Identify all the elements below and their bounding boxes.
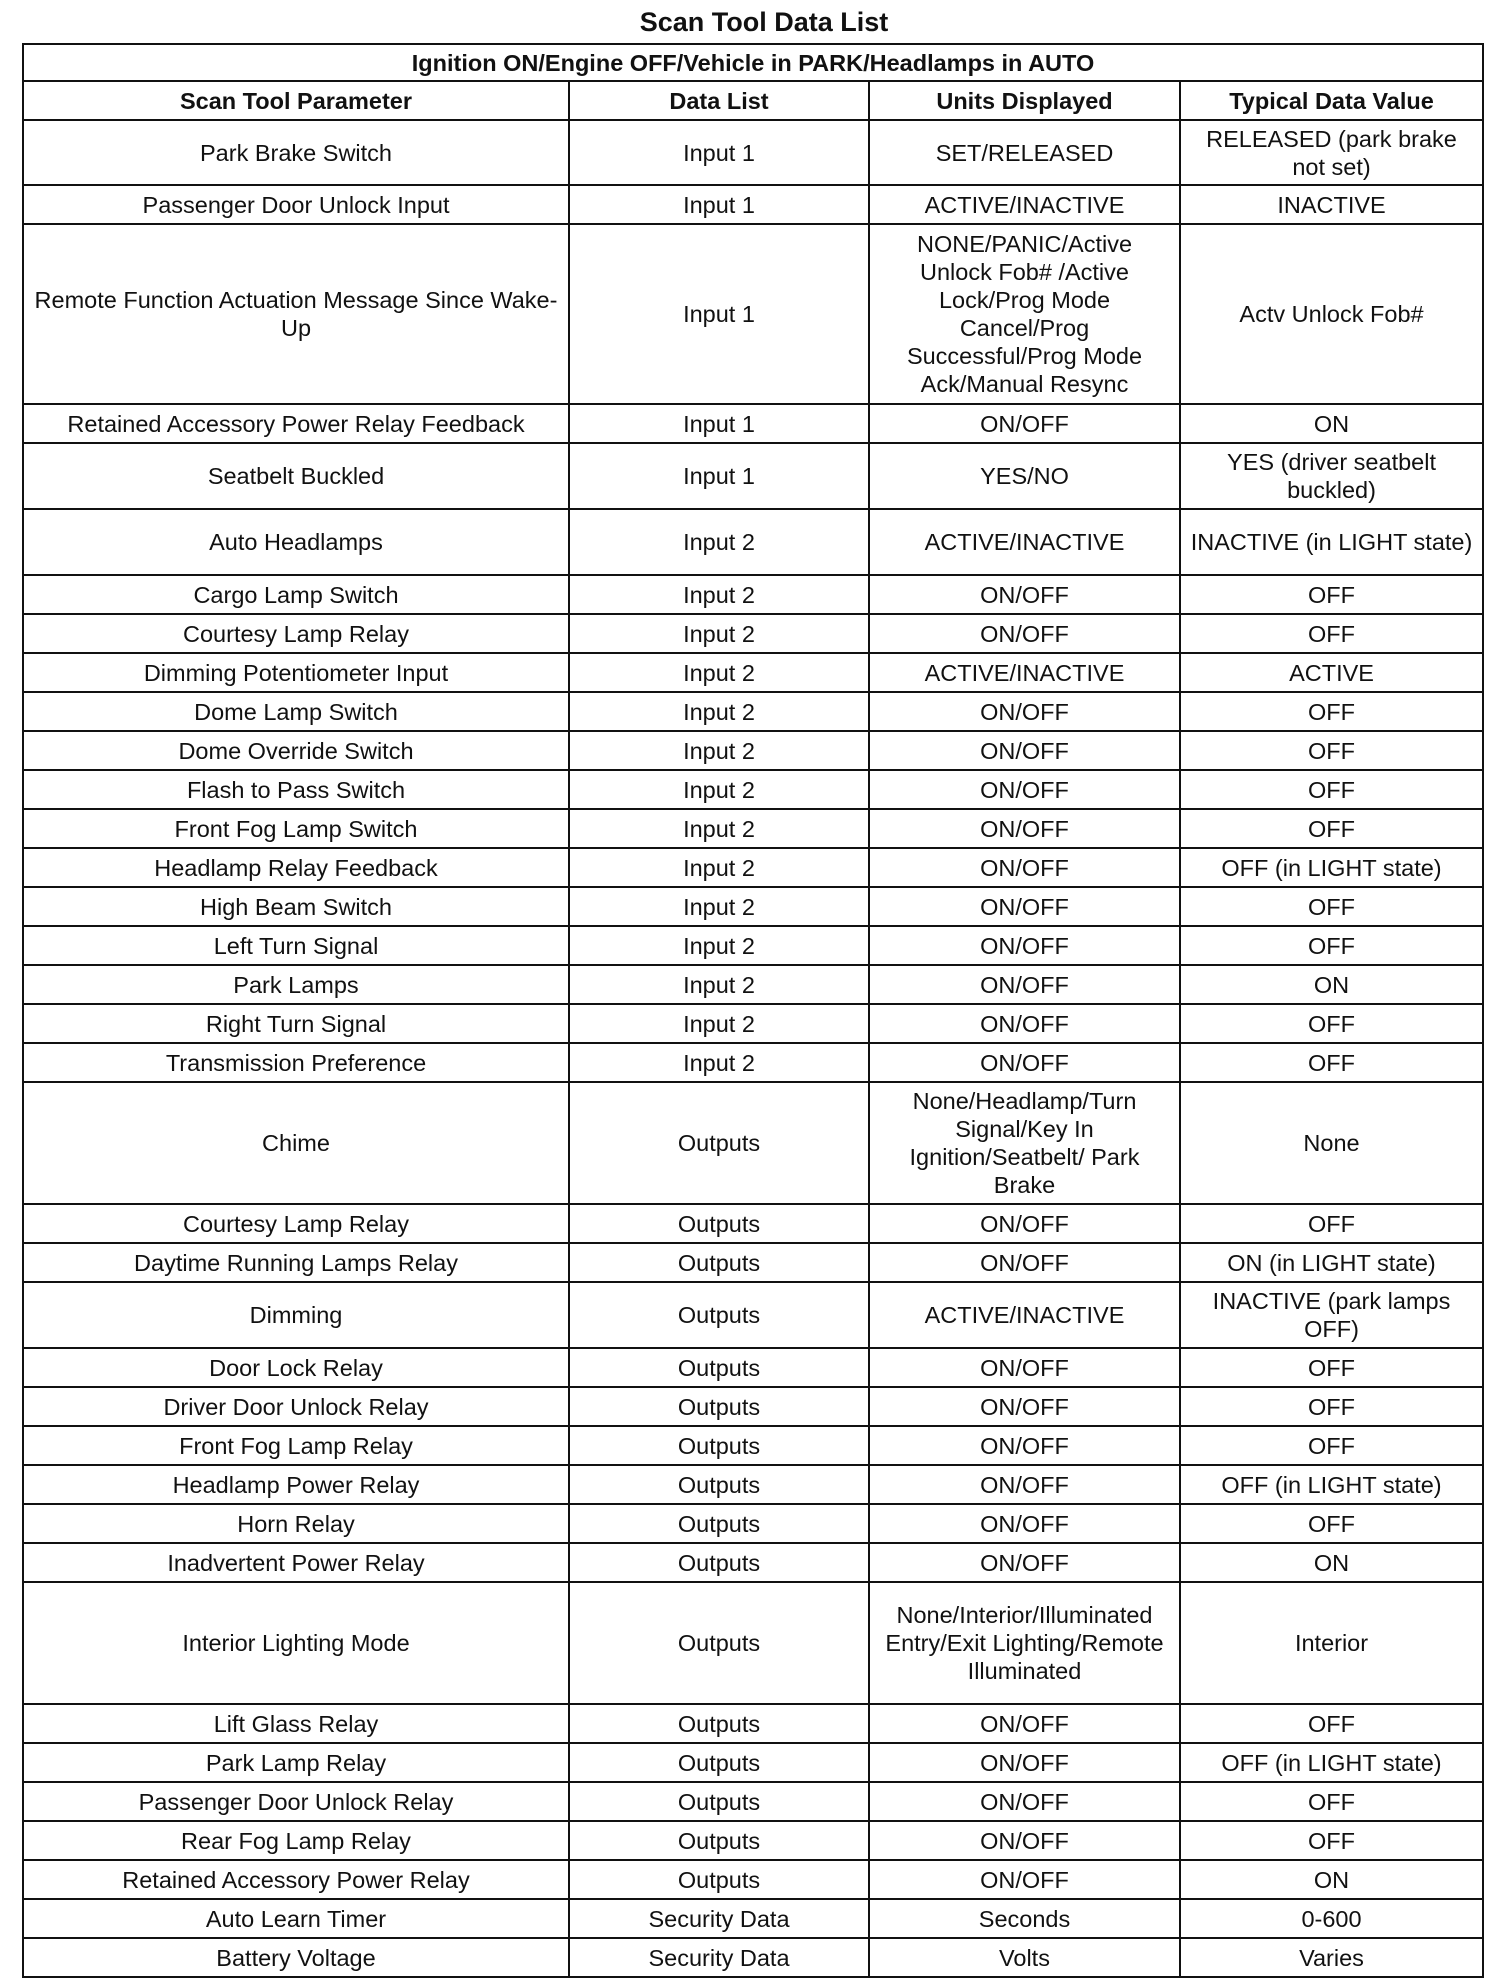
condition-banner: Ignition ON/Engine OFF/Vehicle in PARK/Headlamps in AUTO <box>23 44 1483 81</box>
cell-typical-data-value: RELEASED (park brake not set) <box>1180 120 1483 185</box>
cell-scan-tool-parameter: Front Fog Lamp Switch <box>23 809 569 848</box>
cell-scan-tool-parameter: Chime <box>23 1082 569 1204</box>
table-row <box>23 848 1483 887</box>
header-typical-data-value: Typical Data Value <box>1180 81 1483 120</box>
cell-units-displayed: ACTIVE/INACTIVE <box>869 185 1180 224</box>
cell-data-list: Input 1 <box>569 224 869 404</box>
cell-scan-tool-parameter: Front Fog Lamp Relay <box>23 1426 569 1465</box>
cell-data-list: Input 2 <box>569 965 869 1004</box>
table-row <box>23 1860 1483 1899</box>
cell-units-displayed: Volts <box>869 1938 1180 1977</box>
table-row <box>23 120 1483 185</box>
cell-units-displayed: ON/OFF <box>869 1043 1180 1082</box>
cell-units-displayed: YES/NO <box>869 443 1180 509</box>
cell-scan-tool-parameter: Rear Fog Lamp Relay <box>23 1821 569 1860</box>
cell-data-list: Input 2 <box>569 887 869 926</box>
table-row <box>23 509 1483 575</box>
cell-units-displayed: ON/OFF <box>869 926 1180 965</box>
cell-units-displayed: ON/OFF <box>869 1704 1180 1743</box>
cell-units-displayed: Seconds <box>869 1899 1180 1938</box>
cell-units-displayed: ON/OFF <box>869 809 1180 848</box>
cell-units-displayed: ON/OFF <box>869 887 1180 926</box>
cell-data-list: Input 2 <box>569 509 869 575</box>
table-row <box>23 1204 1483 1243</box>
cell-scan-tool-parameter: Interior Lighting Mode <box>23 1582 569 1704</box>
cell-scan-tool-parameter: Courtesy Lamp Relay <box>23 1204 569 1243</box>
cell-units-displayed: ON/OFF <box>869 575 1180 614</box>
cell-units-displayed: ON/OFF <box>869 1348 1180 1387</box>
cell-typical-data-value: OFF <box>1180 1782 1483 1821</box>
cell-typical-data-value: OFF <box>1180 1821 1483 1860</box>
cell-data-list: Input 1 <box>569 120 869 185</box>
cell-typical-data-value: ON <box>1180 1543 1483 1582</box>
cell-data-list: Outputs <box>569 1243 869 1282</box>
cell-typical-data-value: OFF <box>1180 614 1483 653</box>
cell-typical-data-value: OFF <box>1180 1348 1483 1387</box>
cell-units-displayed: ACTIVE/INACTIVE <box>869 509 1180 575</box>
table-row <box>23 1387 1483 1426</box>
table-row <box>23 185 1483 224</box>
table-row <box>23 731 1483 770</box>
cell-typical-data-value: INACTIVE <box>1180 185 1483 224</box>
cell-scan-tool-parameter: Auto Headlamps <box>23 509 569 575</box>
table-row <box>23 809 1483 848</box>
cell-scan-tool-parameter: Park Brake Switch <box>23 120 569 185</box>
cell-scan-tool-parameter: Inadvertent Power Relay <box>23 1543 569 1582</box>
cell-typical-data-value: OFF <box>1180 1387 1483 1426</box>
cell-data-list: Input 2 <box>569 1004 869 1043</box>
cell-data-list: Input 1 <box>569 404 869 443</box>
table-body <box>23 120 1483 1977</box>
cell-scan-tool-parameter: Passenger Door Unlock Input <box>23 185 569 224</box>
cell-typical-data-value: OFF <box>1180 887 1483 926</box>
cell-data-list: Outputs <box>569 1426 869 1465</box>
cell-data-list: Input 2 <box>569 1043 869 1082</box>
cell-units-displayed: ON/OFF <box>869 692 1180 731</box>
cell-data-list: Input 1 <box>569 443 869 509</box>
table-row <box>23 1426 1483 1465</box>
cell-data-list: Outputs <box>569 1204 869 1243</box>
table-row <box>23 404 1483 443</box>
table-row <box>23 1543 1483 1582</box>
cell-scan-tool-parameter: Door Lock Relay <box>23 1348 569 1387</box>
table-row <box>23 224 1483 404</box>
cell-typical-data-value: OFF (in LIGHT state) <box>1180 848 1483 887</box>
header-data-list: Data List <box>569 81 869 120</box>
cell-data-list: Outputs <box>569 1387 869 1426</box>
cell-typical-data-value: OFF <box>1180 1204 1483 1243</box>
cell-scan-tool-parameter: Driver Door Unlock Relay <box>23 1387 569 1426</box>
cell-scan-tool-parameter: Retained Accessory Power Relay <box>23 1860 569 1899</box>
cell-data-list: Input 2 <box>569 731 869 770</box>
table-row <box>23 653 1483 692</box>
table-row <box>23 1782 1483 1821</box>
cell-units-displayed: SET/RELEASED <box>869 120 1180 185</box>
cell-data-list: Security Data <box>569 1899 869 1938</box>
cell-typical-data-value: OFF <box>1180 1426 1483 1465</box>
cell-units-displayed: ON/OFF <box>869 1204 1180 1243</box>
cell-scan-tool-parameter: Dimming <box>23 1282 569 1348</box>
cell-units-displayed: ON/OFF <box>869 1387 1180 1426</box>
header-units-displayed: Units Displayed <box>869 81 1180 120</box>
cell-data-list: Outputs <box>569 1348 869 1387</box>
cell-typical-data-value: ON (in LIGHT state) <box>1180 1243 1483 1282</box>
table-row <box>23 1043 1483 1082</box>
cell-data-list: Input 2 <box>569 653 869 692</box>
cell-scan-tool-parameter: Headlamp Relay Feedback <box>23 848 569 887</box>
cell-units-displayed: ON/OFF <box>869 965 1180 1004</box>
table-row <box>23 1704 1483 1743</box>
table-row <box>23 1743 1483 1782</box>
table-row <box>23 770 1483 809</box>
cell-scan-tool-parameter: High Beam Switch <box>23 887 569 926</box>
header-row <box>23 81 1483 120</box>
cell-typical-data-value: OFF <box>1180 731 1483 770</box>
cell-typical-data-value: INACTIVE (park lamps OFF) <box>1180 1282 1483 1348</box>
cell-data-list: Outputs <box>569 1082 869 1204</box>
cell-units-displayed: ACTIVE/INACTIVE <box>869 1282 1180 1348</box>
cell-scan-tool-parameter: Courtesy Lamp Relay <box>23 614 569 653</box>
cell-data-list: Outputs <box>569 1582 869 1704</box>
header-scan-tool-parameter: Scan Tool Parameter <box>23 81 569 120</box>
cell-scan-tool-parameter: Flash to Pass Switch <box>23 770 569 809</box>
table-row <box>23 887 1483 926</box>
cell-data-list: Input 2 <box>569 848 869 887</box>
cell-data-list: Security Data <box>569 1938 869 1977</box>
table-row <box>23 1465 1483 1504</box>
table-row <box>23 1821 1483 1860</box>
cell-data-list: Input 1 <box>569 185 869 224</box>
cell-typical-data-value: OFF <box>1180 692 1483 731</box>
table-row <box>23 1582 1483 1704</box>
cell-scan-tool-parameter: Left Turn Signal <box>23 926 569 965</box>
cell-units-displayed: ON/OFF <box>869 1860 1180 1899</box>
cell-scan-tool-parameter: Daytime Running Lamps Relay <box>23 1243 569 1282</box>
cell-typical-data-value: OFF <box>1180 1004 1483 1043</box>
cell-data-list: Outputs <box>569 1782 869 1821</box>
table-row <box>23 1243 1483 1282</box>
cell-units-displayed: ON/OFF <box>869 1004 1180 1043</box>
cell-typical-data-value: INACTIVE (in LIGHT state) <box>1180 509 1483 575</box>
cell-scan-tool-parameter: Dome Lamp Switch <box>23 692 569 731</box>
cell-typical-data-value: OFF (in LIGHT state) <box>1180 1465 1483 1504</box>
cell-units-displayed: None/Interior/Illuminated Entry/Exit Lighting/Remote Illuminated <box>869 1582 1180 1704</box>
cell-units-displayed: ON/OFF <box>869 404 1180 443</box>
scan-tool-data-table <box>22 43 1484 1978</box>
cell-units-displayed: ON/OFF <box>869 731 1180 770</box>
cell-scan-tool-parameter: Park Lamps <box>23 965 569 1004</box>
cell-typical-data-value: Interior <box>1180 1582 1483 1704</box>
table-row <box>23 614 1483 653</box>
cell-scan-tool-parameter: Passenger Door Unlock Relay <box>23 1782 569 1821</box>
cell-scan-tool-parameter: Park Lamp Relay <box>23 1743 569 1782</box>
cell-data-list: Input 2 <box>569 809 869 848</box>
cell-scan-tool-parameter: Transmission Preference <box>23 1043 569 1082</box>
cell-typical-data-value: Actv Unlock Fob# <box>1180 224 1483 404</box>
cell-typical-data-value: OFF <box>1180 1504 1483 1543</box>
cell-data-list: Outputs <box>569 1821 869 1860</box>
cell-typical-data-value: YES (driver seatbelt buckled) <box>1180 443 1483 509</box>
table-row <box>23 692 1483 731</box>
cell-data-list: Outputs <box>569 1704 869 1743</box>
cell-data-list: Outputs <box>569 1465 869 1504</box>
cell-data-list: Input 2 <box>569 692 869 731</box>
cell-scan-tool-parameter: Remote Function Actuation Message Since Wake-Up <box>23 224 569 404</box>
cell-units-displayed: ON/OFF <box>869 1243 1180 1282</box>
document-title: Scan Tool Data List <box>639 7 889 37</box>
cell-scan-tool-parameter: Seatbelt Buckled <box>23 443 569 509</box>
cell-data-list: Outputs <box>569 1743 869 1782</box>
cell-units-displayed: ON/OFF <box>869 1543 1180 1582</box>
table-row <box>23 1082 1483 1204</box>
cell-units-displayed: NONE/PANIC/Active Unlock Fob# /Active Lock/Prog Mode Cancel/Prog Successful/Prog Mode Ack/Manual Resync <box>869 224 1180 404</box>
cell-scan-tool-parameter: Dome Override Switch <box>23 731 569 770</box>
cell-typical-data-value: OFF <box>1180 575 1483 614</box>
cell-data-list: Outputs <box>569 1860 869 1899</box>
table-row <box>23 443 1483 509</box>
cell-typical-data-value: ACTIVE <box>1180 653 1483 692</box>
cell-typical-data-value: OFF <box>1180 926 1483 965</box>
cell-units-displayed: ON/OFF <box>869 1426 1180 1465</box>
table-row <box>23 1348 1483 1387</box>
cell-typical-data-value: OFF (in LIGHT state) <box>1180 1743 1483 1782</box>
cell-scan-tool-parameter: Headlamp Power Relay <box>23 1465 569 1504</box>
table-row <box>23 1282 1483 1348</box>
cell-scan-tool-parameter: Lift Glass Relay <box>23 1704 569 1743</box>
cell-data-list: Input 2 <box>569 770 869 809</box>
cell-units-displayed: ACTIVE/INACTIVE <box>869 653 1180 692</box>
table-row <box>23 575 1483 614</box>
cell-typical-data-value: OFF <box>1180 809 1483 848</box>
cell-typical-data-value: ON <box>1180 965 1483 1004</box>
cell-scan-tool-parameter: Retained Accessory Power Relay Feedback <box>23 404 569 443</box>
cell-typical-data-value: ON <box>1180 1860 1483 1899</box>
cell-scan-tool-parameter: Horn Relay <box>23 1504 569 1543</box>
condition-banner-row <box>23 44 1483 81</box>
cell-units-displayed: ON/OFF <box>869 1821 1180 1860</box>
cell-typical-data-value: None <box>1180 1082 1483 1204</box>
cell-scan-tool-parameter: Battery Voltage <box>23 1938 569 1977</box>
cell-units-displayed: ON/OFF <box>869 1743 1180 1782</box>
cell-scan-tool-parameter: Right Turn Signal <box>23 1004 569 1043</box>
cell-data-list: Outputs <box>569 1504 869 1543</box>
cell-typical-data-value: OFF <box>1180 770 1483 809</box>
cell-typical-data-value: ON <box>1180 404 1483 443</box>
cell-scan-tool-parameter: Cargo Lamp Switch <box>23 575 569 614</box>
cell-units-displayed: ON/OFF <box>869 1465 1180 1504</box>
cell-units-displayed: ON/OFF <box>869 770 1180 809</box>
table-row <box>23 926 1483 965</box>
cell-units-displayed: ON/OFF <box>869 848 1180 887</box>
cell-data-list: Input 2 <box>569 614 869 653</box>
table-row <box>23 965 1483 1004</box>
table-row <box>23 1504 1483 1543</box>
table-row <box>23 1004 1483 1043</box>
table-row <box>23 1938 1483 1977</box>
table-row <box>23 1899 1483 1938</box>
cell-units-displayed: ON/OFF <box>869 1504 1180 1543</box>
cell-typical-data-value: OFF <box>1180 1704 1483 1743</box>
cell-data-list: Outputs <box>569 1282 869 1348</box>
cell-data-list: Outputs <box>569 1543 869 1582</box>
cell-typical-data-value: Varies <box>1180 1938 1483 1977</box>
cell-units-displayed: ON/OFF <box>869 614 1180 653</box>
cell-typical-data-value: 0-600 <box>1180 1899 1483 1938</box>
cell-units-displayed: None/Headlamp/Turn Signal/Key In Ignition/Seatbelt/ Park Brake <box>869 1082 1180 1204</box>
cell-typical-data-value: OFF <box>1180 1043 1483 1082</box>
cell-scan-tool-parameter: Dimming Potentiometer Input <box>23 653 569 692</box>
cell-scan-tool-parameter: Auto Learn Timer <box>23 1899 569 1938</box>
cell-data-list: Input 2 <box>569 575 869 614</box>
cell-data-list: Input 2 <box>569 926 869 965</box>
cell-units-displayed: ON/OFF <box>869 1782 1180 1821</box>
